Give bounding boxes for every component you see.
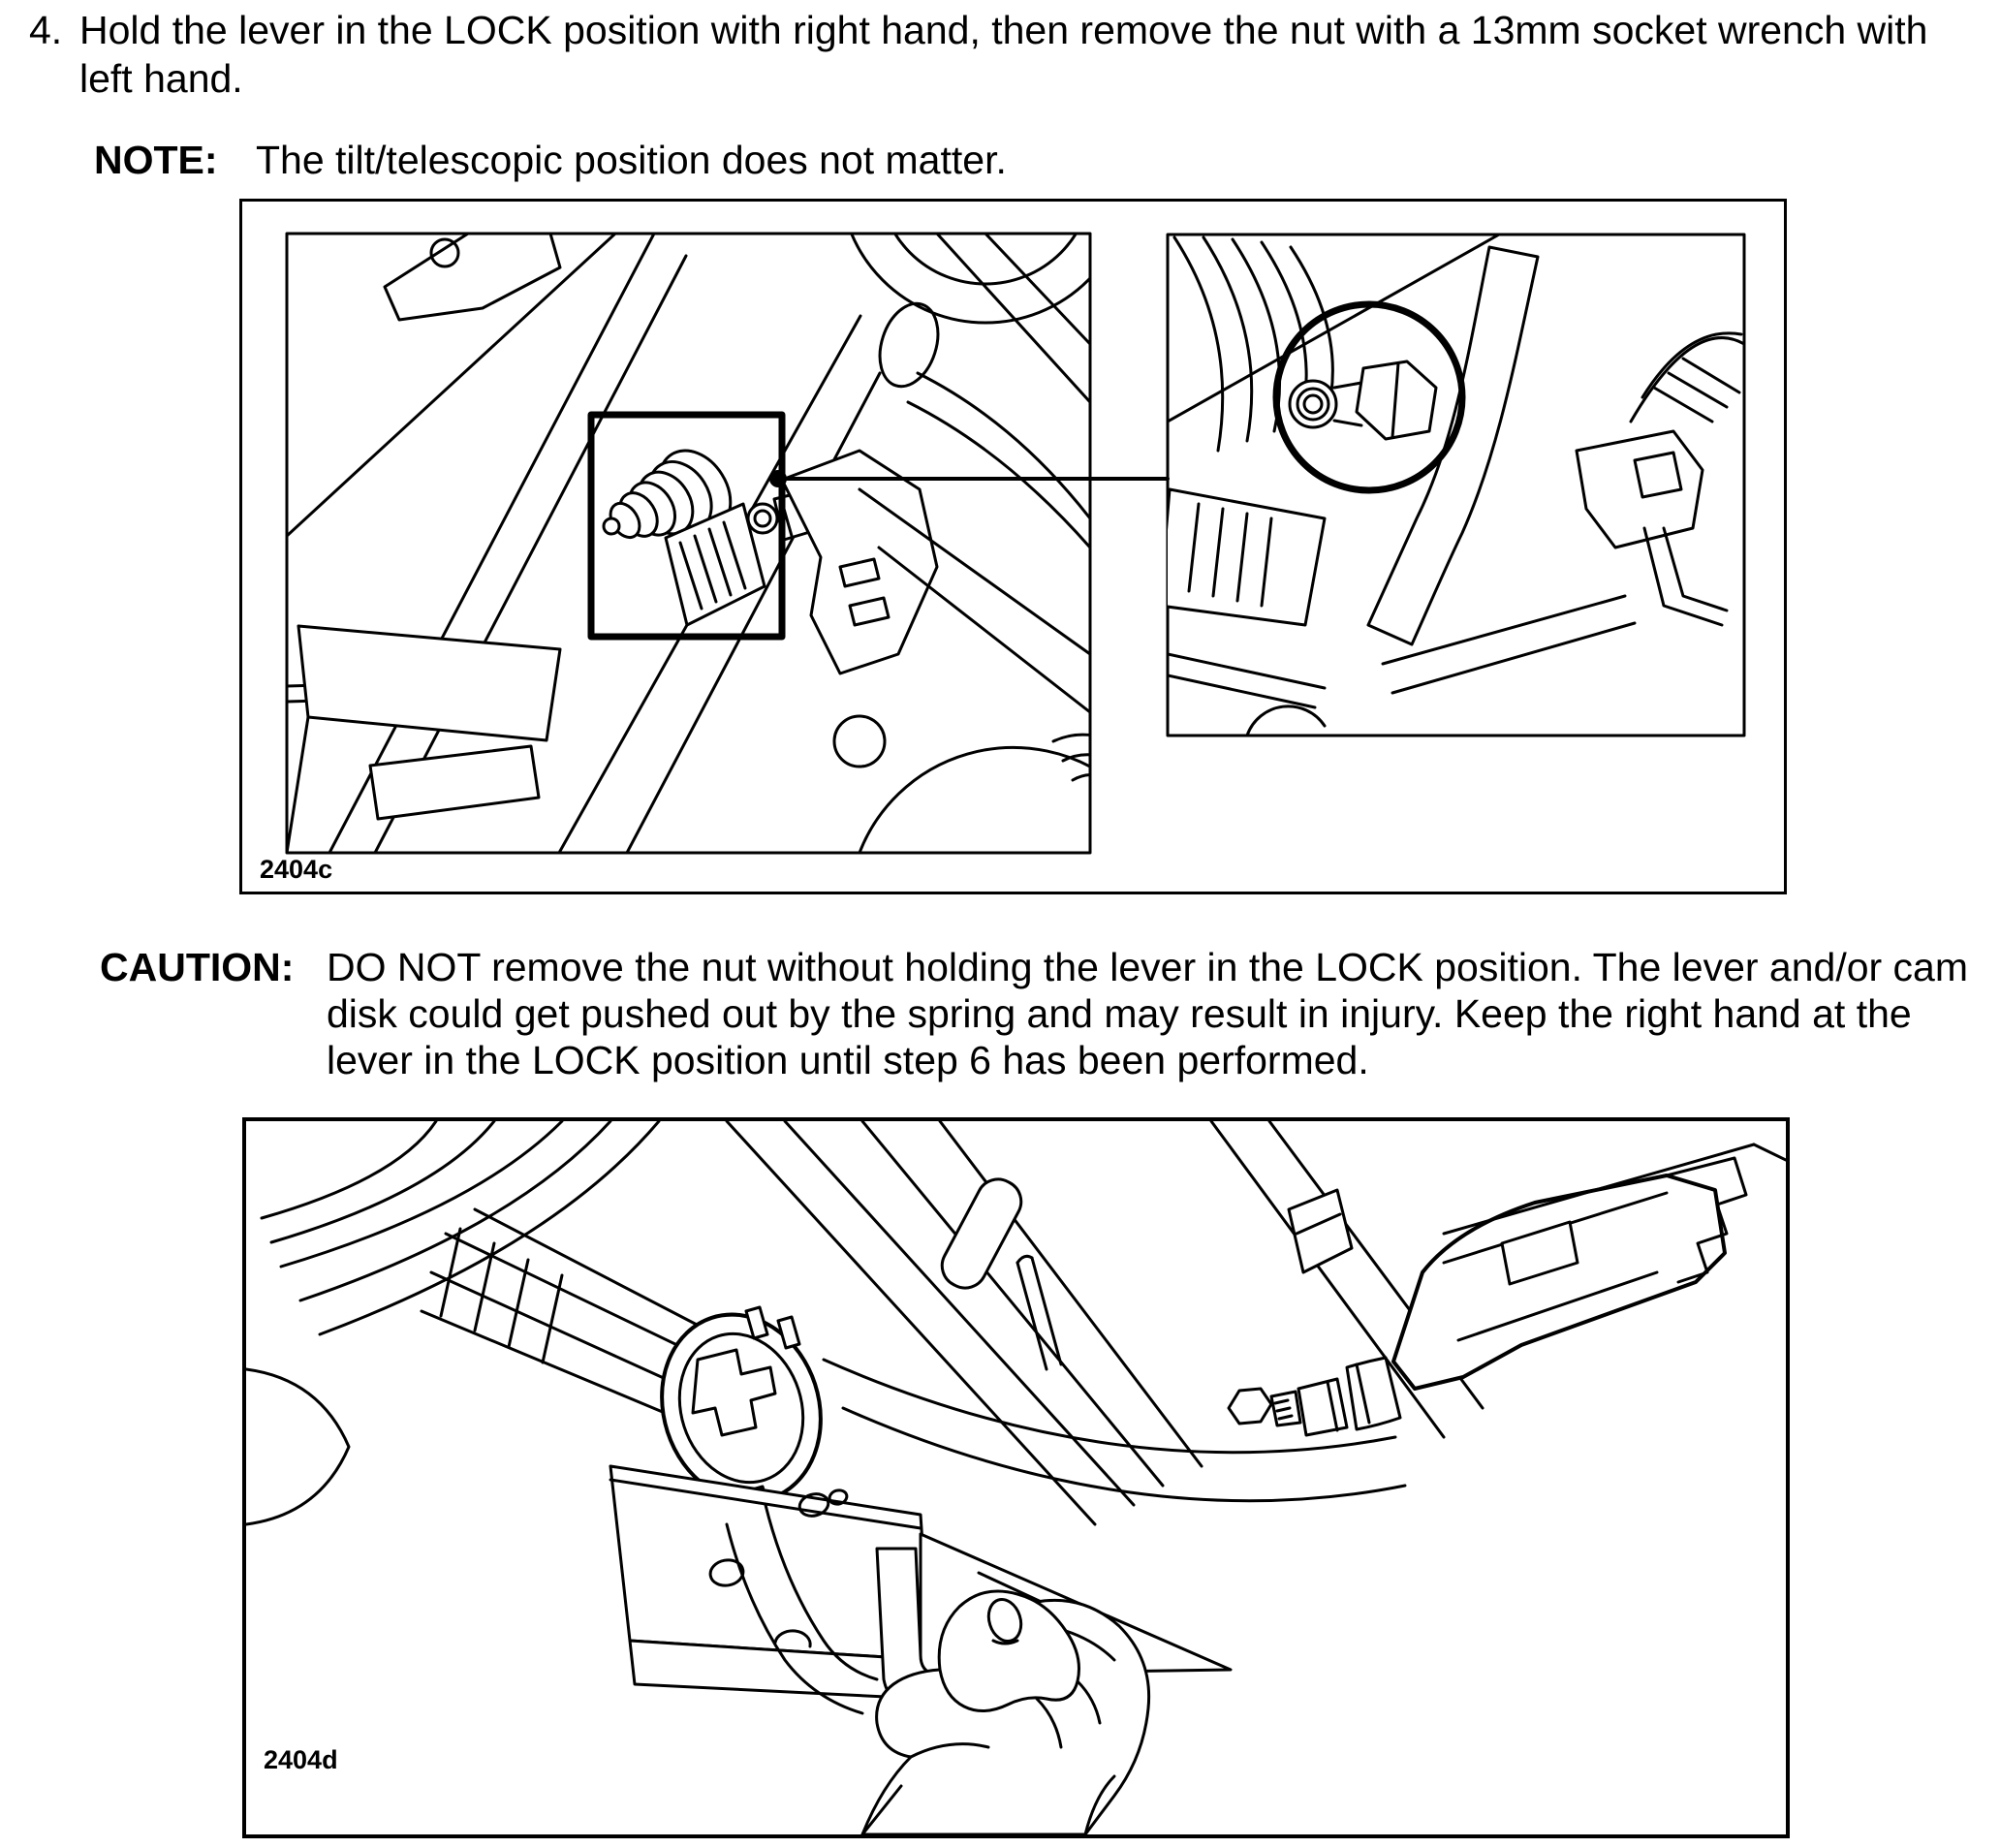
step-text: Hold the lever in the LOCK position with right hand, then remove the nut with a 13mm socket wrench with left hand. xyxy=(79,8,1928,101)
note-block xyxy=(94,136,1007,184)
step-item xyxy=(29,6,1993,103)
impact-wrench-art xyxy=(1229,1144,1786,1435)
figure-2404c-art xyxy=(242,202,1784,892)
figure-2404c xyxy=(239,199,1787,894)
note-label: NOTE: xyxy=(94,138,218,182)
step-number: 4. xyxy=(29,8,63,52)
caution-label: CAUTION: xyxy=(100,945,295,989)
figure-label-2404d: 2404d xyxy=(264,1745,338,1774)
note-text: The tilt/telescopic position does not matter. xyxy=(256,138,1007,182)
lock-nut-closeup xyxy=(1290,361,1436,439)
figure-label-2404c: 2404c xyxy=(260,855,333,884)
lock-nut-detail-art xyxy=(1160,235,1744,736)
caution-text: DO NOT remove the nut without holding the lever in the LOCK position. The lever and/or cam disk could get pushed out by the spring and may result in injury. Keep the right hand at the lever in the LOCK position until step 6 has been performed. xyxy=(327,945,1969,1082)
caution-block xyxy=(100,944,1968,1083)
figure-2404d-art xyxy=(246,1121,1786,1834)
figure-2404d xyxy=(242,1117,1790,1838)
